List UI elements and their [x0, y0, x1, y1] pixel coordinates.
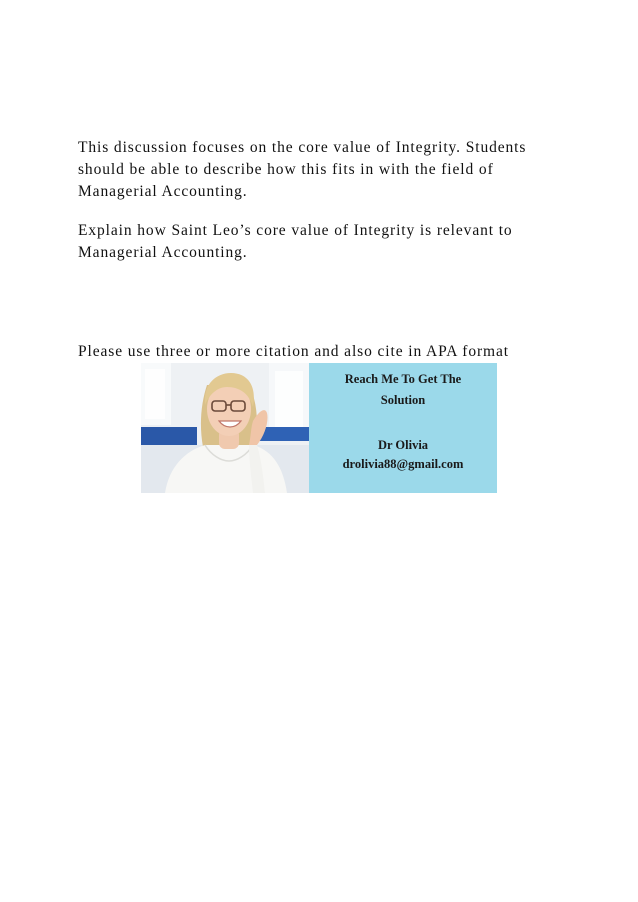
- portrait-illustration: [141, 363, 309, 493]
- banner-headline: Reach Me To Get The: [344, 372, 462, 386]
- paragraph-citation-note: Please use three or more citation and also cite in APA format: [78, 343, 509, 360]
- banner-headline-2: Solution: [380, 393, 426, 407]
- paragraph-question: Explain how Saint Leo’s core value of Integrity is relevant to Managerial Accounting.: [78, 222, 513, 261]
- contact-panel: [309, 363, 497, 493]
- contact-banner: [141, 363, 497, 493]
- contact-name: Dr Olivia: [377, 438, 429, 452]
- paragraph-intro: This discussion focuses on the core value of Integrity. Students should be able to describe how this fits in with the field of Managerial Accounting.: [78, 139, 527, 200]
- smiling-woman-photo: [141, 363, 309, 493]
- contact-email[interactable]: drolivia88@gmail.com: [342, 457, 464, 471]
